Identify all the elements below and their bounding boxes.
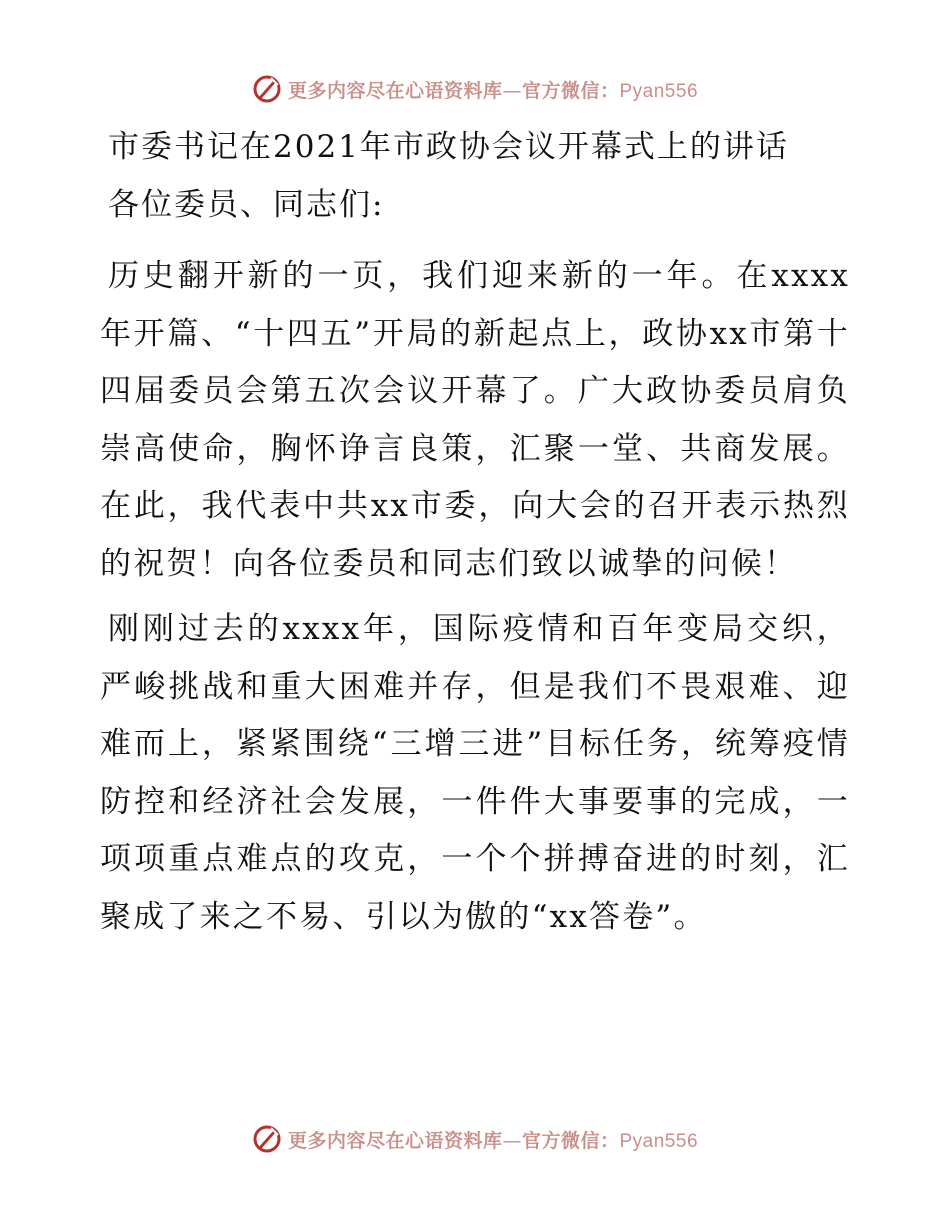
document-title: 市委书记在2021年市政协会议开幕式上的讲话: [108, 129, 789, 165]
salutation: 各位委员、同志们:: [108, 187, 385, 223]
watermark-footer: [0, 1124, 950, 1154]
paragraph-1: 历史翻开新的一页，我们迎来新的一年。在xxxx年开篇、“十四五”开局的新起点上，政协xx市第十四届委员会第五次会议开幕了。广大政协委员肩负崇高使命，胸怀诤言良策，汇聚一堂、共商发展。在此，我代表中共xx市委，向大会的召开表示热烈的祝贺！向各位委员和同志们致以诚挚的问候！: [100, 258, 850, 582]
quill-logo-icon: [252, 1124, 282, 1154]
quill-logo-icon: [252, 74, 282, 104]
watermark-text: 更多内容尽在心语资料库—官方微信：Pyan556: [287, 1129, 699, 1152]
watermark-header: [0, 74, 950, 104]
paragraph-2: 刚刚过去的xxxx年，国际疫情和百年变局交织，严峻挑战和重大困难并存，但是我们不畏艰难、迎难而上，紧紧围绕“三增三进”目标任务，统筹疫情防控和经济社会发展，一件件大事要事的完成，一项项重点难点的攻克，一个个拼搏奋进的时刻，汇聚成了来之不易、引以为傲的“xx答卷”。: [100, 611, 850, 935]
document-body: [100, 124, 850, 954]
watermark-text: 更多内容尽在心语资料库—官方微信：Pyan556: [287, 79, 699, 102]
